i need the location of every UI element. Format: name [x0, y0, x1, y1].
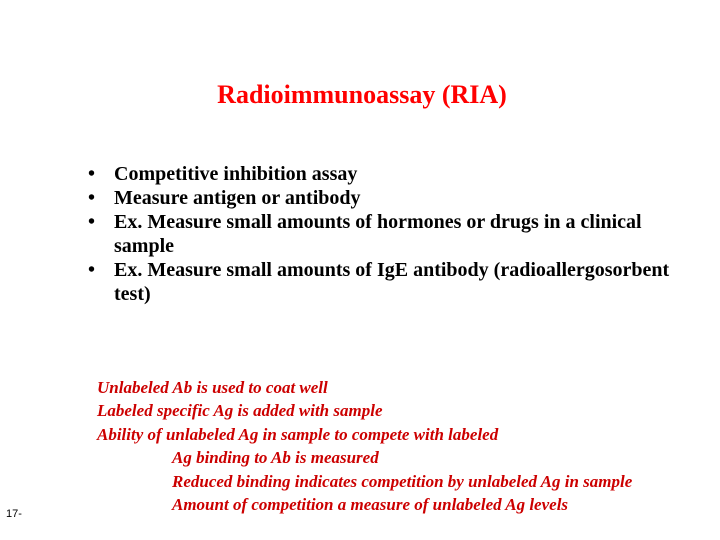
bullet-item	[88, 162, 694, 186]
bullet-item	[88, 210, 694, 258]
bullet-item	[88, 186, 694, 210]
bullet-marker: •	[88, 163, 96, 185]
bullet-marker: •	[88, 211, 96, 233]
bullet-marker: •	[88, 259, 96, 281]
bullet-list	[88, 162, 694, 306]
note-line: Unlabeled Ab is used to coat well	[97, 378, 328, 397]
note-line: Ability of unlabeled Ag in sample to compete with labeled	[97, 424, 499, 444]
slide-title: Radioimmunoassay (RIA)	[217, 80, 507, 109]
bullet-text: Ex. Measure small amounts of IgE antibody (radioallergosorbent test)	[114, 259, 670, 305]
note-line: Amount of competition a measure of unlabeled Ag levels	[172, 495, 569, 515]
notes-block	[97, 376, 717, 516]
bullet-text: Measure antigen or antibody	[114, 187, 361, 209]
note-line: Labeled specific Ag is added with sample	[97, 401, 383, 421]
bullet-marker: •	[88, 187, 96, 209]
note-line: Ag binding to Ab is measured	[172, 448, 379, 468]
bullet-item	[88, 258, 694, 306]
note-line: Reduced binding indicates competition by unlabeled Ag in sample	[172, 471, 633, 491]
page-number: 17-	[6, 508, 22, 520]
bullet-text: Competitive inhibition assay	[114, 163, 358, 185]
bullet-text: Ex. Measure small amounts of hormones or drugs in a clinical sample	[114, 211, 642, 257]
